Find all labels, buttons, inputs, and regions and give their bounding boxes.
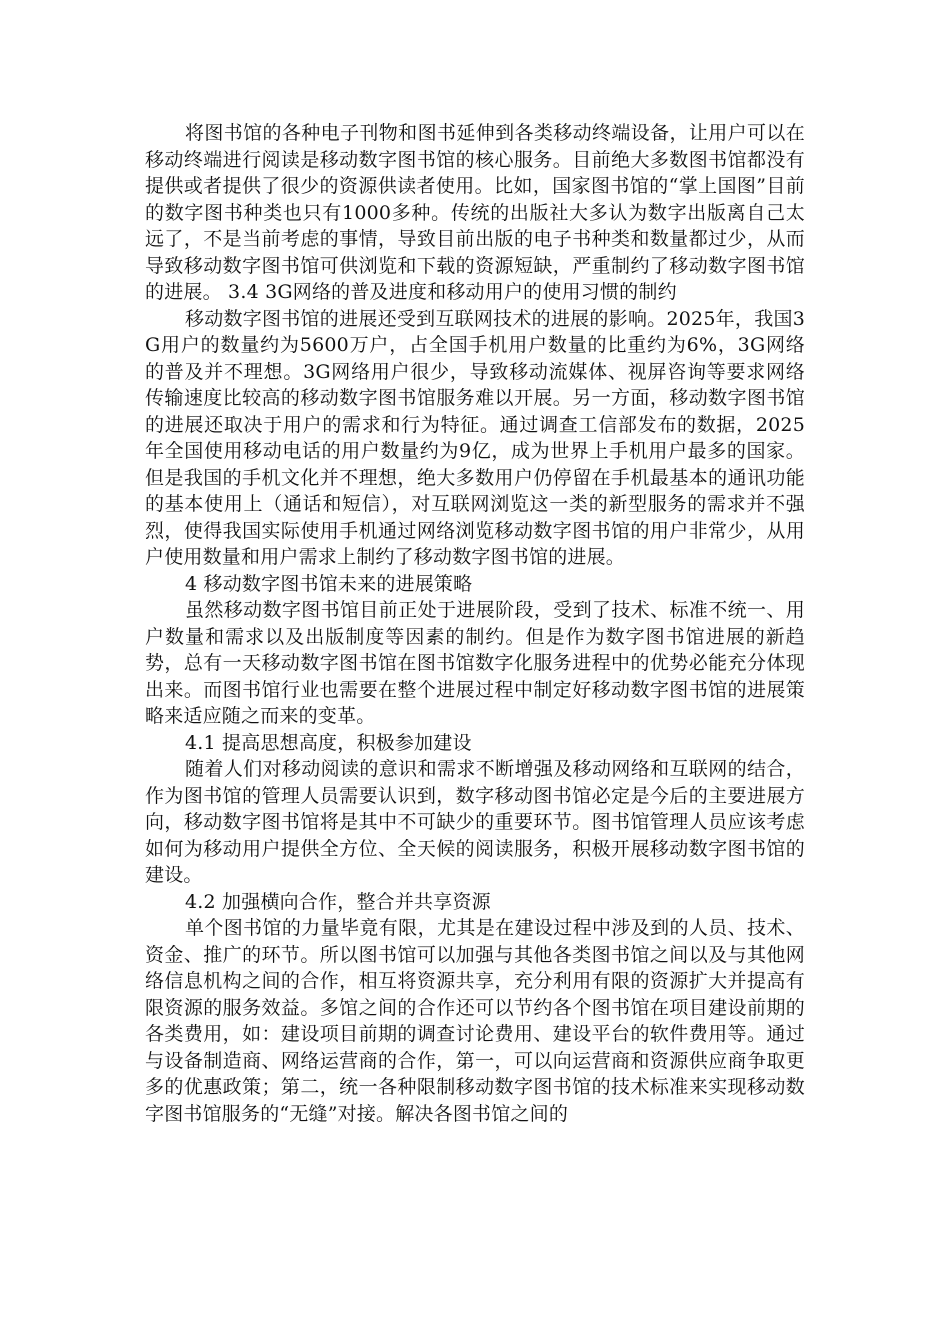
paragraph-thinking-height: 随着人们对移动阅读的意识和需求不断增强及移动网络和互联网的结合，作为图书馆的管理人员需要认识到，数字移动图书馆必定是今后的主要进展方向，移动数字图书馆将是其中不可缺少的重要环节。图书馆管理人员应该考虑如何为移动用户提供全方位、全天候的阅读服务，积极开展移动数字图书馆的建设。 (145, 758, 805, 886)
section-heading-4: 4 移动数字图书馆未来的进展策略 (185, 572, 473, 595)
paragraph-3g-impact: 移动数字图书馆的进展还受到互联网技术的进展的影响。2025年，我国3G用户的数量约为5600万户，占全国手机用户数量的比重约为6%，3G网络的普及并不理想。3G网络用户很少，导致移动流媒体、视屏咨询等要求网络传输速度比较高的移动数字图书馆服务难以开展。另一方面，移动数字图书馆的进展还取决于用户的需求和行为特征。通过调查工信部发布的数据，2025年全国使用移动电话的用户数量约为9亿，成为世界上手机用户最多的国家。但是我国的手机文化并不理想，绝大多数用户仍停留在手机最基本的通讯功能的基本使用上（通话和短信），对互联网浏览这一类的新型服务的需求并不强烈，使得我国实际使用手机通过网络浏览移动数字图书馆的用户非常少，从用户使用数量和用户需求上制约了移动数字图书馆的进展。 (145, 307, 805, 568)
section-heading-4-1: 4.1 提高思想高度，积极参加建设 (185, 731, 472, 754)
paragraph-future-strategy: 虽然移动数字图书馆目前正处于进展阶段，受到了技术、标准不统一、用户数量和需求以及出版制度等因素的制约。但是作为数字图书馆进展的新趋势，总有一天移动数字图书馆在图书馆数字化服务进程中的优势必能充分体现出来。而图书馆行业也需要在整个进展过程中制定好移动数字图书馆的进展策略来适应随之而来的变革。 (145, 599, 805, 727)
section-heading-4-2: 4.2 加强横向合作，整合并共享资源 (185, 890, 491, 913)
paragraph-cooperation: 单个图书馆的力量毕竟有限，尤其是在建设过程中涉及到的人员、技术、资金、推广的环节。所以图书馆可以加强与其他各类图书馆之间以及与其他网络信息机构之间的合作，相互将资源共享，充分利用有限的资源扩大并提高有限资源的服务效益。多馆之间的合作还可以节约各个图书馆在项目建设前期的各类费用，如：建设项目前期的调查讨论费用、建设平台的软件费用等。通过与设备制造商、网络运营商的合作，第一，可以向运营商和资源供应商争取更多的优惠政策；第二，统一各种限制移动数字图书馆的技术标准来实现移动数字图书馆服务的“无缝”对接。解决各图书馆之间的 (145, 917, 805, 1125)
paragraph-core-service: 将图书馆的各种电子刊物和图书延伸到各类移动终端设备，让用户可以在移动终端进行阅读是移动数字图书馆的核心服务。目前绝大多数图书馆都没有提供或者提供了很少的资源供读者使用。比如，国家图书馆的“掌上国图”目前的数字图书种类也只有1000多种。传统的出版社大多认为数字出版离自己太远了，不是当前考虑的事情，导致目前出版的电子书种类和数量都过少，从而导致移动数字图书馆可供浏览和下载的资源短缺，严重制约了移动数字图书馆的进展。 3.4 3G网络的普及进度和移动用户的使用习惯的制约 (145, 122, 805, 303)
document-body (145, 120, 805, 1127)
